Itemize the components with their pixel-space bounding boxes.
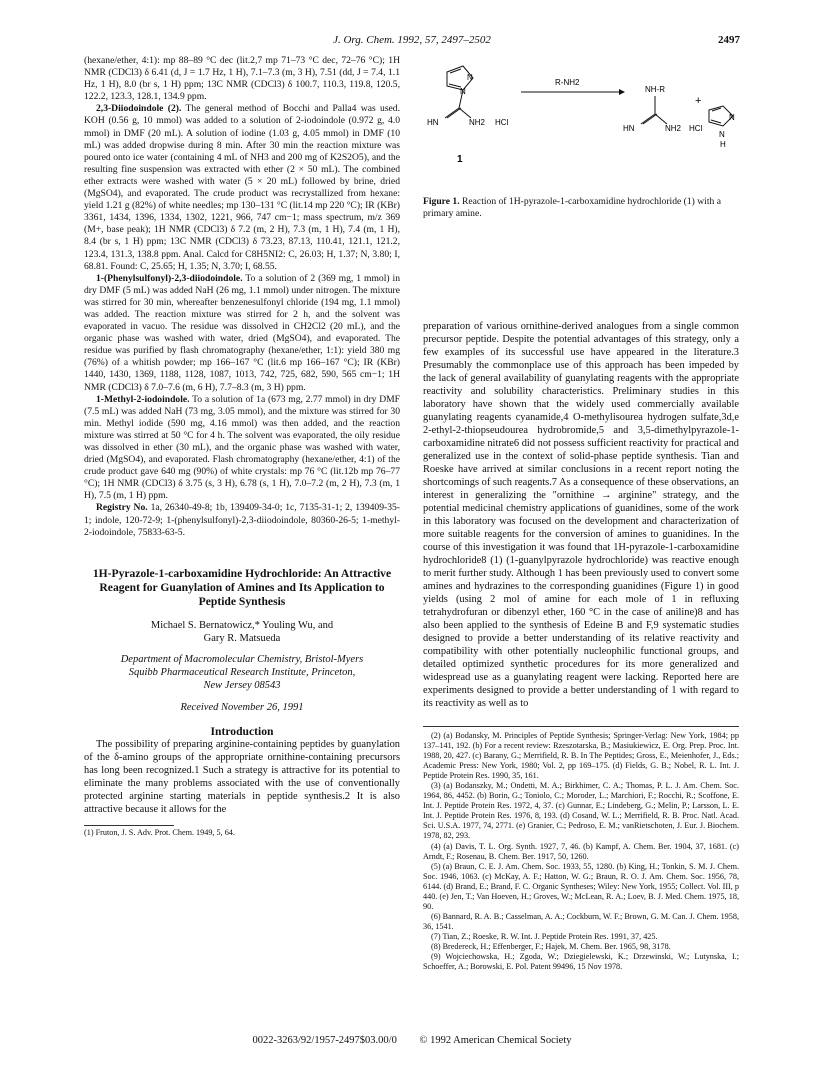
figure-caption (423, 196, 739, 220)
copyright: © 1992 American Chemical Society (419, 1035, 572, 1046)
introduction-heading: Introduction (210, 724, 274, 738)
footnote-2: (2) (a) Bodansky, M. Principles of Peptide Synthesis; Springer-Verlag: New York, 1984; pp 137–141, 192. (b) For a recent review: Rzeszotarska, B.; Masiukiewicz, E. Org. Prep. Proc. Int. 1988, 20, 427. (c) Barany, G.; Merrifield, R. B. In The Peptides; Gross, E., Meienhofer, J., Eds.; Academic Press: New York, 1980; Vol. 2, pp 169–175. (d) Fields, G. B.; Nobel, R. L. Int. J. Peptide Protein Res. 1990, 35, 161. (423, 731, 739, 781)
compound-number: 1 (457, 154, 463, 165)
caption-text: Reaction of 1H-pyrazole-1-carboxamidine hydrochloride (1) with a primary amine. (423, 196, 721, 219)
guanidine-product-structure (641, 96, 667, 124)
paragraph-phenylsulfonyl (84, 273, 400, 394)
figure-1 (423, 58, 739, 308)
paragraph-hexane-ether: (hexane/ether, 4:1): mp 88–89 °C dec (lit.2,7 mp 71–73 °C dec, 72–76 °C); 1H NMR (CDCl3) δ 6.41 (d, J = 1.7 Hz, 1 H), 7.1–7.3 (m, 3 H), 7.51 (dd, J = 7.4, 1.1 Hz, 1 H), 8.0 (br s, 1 H) ppm; 13C NMR (CDCl3) δ 100.7, 110.3, 119.8, 120.5, 122.2, 123.3, 128.1, 134.9 ppm. (84, 55, 400, 103)
footnote-4: (4) (a) Davis, T. L. Org. Synth. 1927, 7, 46. (b) Kampf, A. Chem. Ber. 1904, 37, 1681. (c) Arndt, F.; Rosenau, B. Chem. Ber. 1917, 50, 1260. (423, 841, 739, 861)
paragraph-diiodoindole (84, 103, 400, 272)
ring-nitrogen-label: N (467, 73, 473, 82)
section-run-in-title: 1-Methyl-2-iodoindole. (96, 393, 190, 405)
reaction-scheme (423, 58, 739, 193)
arrow-head (619, 89, 625, 95)
page-footer (84, 1035, 740, 1046)
hn-label: HN (427, 118, 439, 127)
nh-r-label: NH-R (645, 85, 665, 94)
article-code: 0022-3263/92/1957-2497$03.00/0 (252, 1035, 397, 1046)
authors-line: Gary R. Matsueda (203, 632, 281, 644)
left-column (84, 55, 400, 838)
footnote-9: (9) Wojciechowska, H.; Zgoda, W.; Dziegielewski, K.; Drzewinski, W.; Lutynska, I.; Schoeffer, A.; Borowski, E. Pol. Patent 99496, 15 Nov 1978. (423, 952, 739, 972)
hcl-label: HCl (495, 118, 509, 127)
nh2-label: NH2 (469, 118, 486, 127)
authors-line: Michael S. Bernatowicz,* Youling Wu, and (150, 619, 334, 631)
paragraph-text: 1a, 26340-49-8; 1b, 139409-34-0; 1c, 7135-31-1; 2, 139409-35-1; indole, 120-72-9; 1-(phenylsulfonyl)-2,3-diiodoindole, 80360-26-5; 1-methyl-2-iodoindole, 75833-63-5. (84, 502, 400, 538)
right-column (423, 320, 739, 710)
footnote-6: (6) Bannard, R. A. B.; Casselman, A. A.; Cockburn, W. F.; Brown, G. M. Can. J. Chem. 1958, 36, 1541. (423, 911, 739, 931)
paragraph-text: To a solution of 1a (673 mg, 2.77 mmol) in dry DMF (7.5 mL) was added NaH (73 mg, 3.05 mmol), and the mixture was stirred for 30 min. Methyl iodide (590 mg, 4.16 mmol) was then added, and the reaction mixture was stirred at 50 °C for 4 h. The solvent was evaporated, the oily residue was dissolved in ether (30 mL), and the organic phase was washed with water, dried (MgSO4), and evaporated. Flash chromatography (hexane/ether, 4:1) of the crude product gave 640 mg (90%) of white crystals: mp 76 °C (lit.12b mp 76–77 °C); 1H NMR (CDCl3) δ 3.75 (s, 3 H), 6.78 (s, 1 H), 7.0–7.2 (m, 2 H), 7.3 (m, 1 H), 7.5 (m, 1 H) ppm. (84, 393, 400, 502)
footnotes (423, 726, 739, 972)
figure-label: Figure 1. (423, 196, 460, 207)
footnote-7: (7) Tian, Z.; Roeske, R. W. Int. J. Peptide Protein Res. 1991, 37, 425. (431, 931, 658, 941)
article-header (84, 567, 400, 738)
nh2-label: NH2 (665, 124, 682, 133)
ring-hydrogen-label: H (720, 140, 726, 149)
hcl-label: HCl (689, 124, 703, 133)
introduction (84, 738, 400, 816)
footnote-rule (423, 726, 739, 727)
received-date: Received November 26, 1991 (180, 701, 304, 713)
affiliation (84, 653, 400, 692)
affiliation-line: New Jersey 08543 (203, 679, 281, 691)
ring-nitrogen-label: N (719, 130, 725, 139)
hn-label: HN (623, 124, 635, 133)
plus-sign: + (695, 95, 702, 107)
article-title: 1H-Pyrazole-1-carboxamidine Hydrochloride: An Attractive Reagent for Guanylation of Amines and Its Application to Peptide Synthesis (92, 566, 392, 608)
footnote-1: (1) Fruton, J. S. Adv. Prot. Chem. 1949, 5, 64. (84, 827, 235, 837)
section-run-in-title: Registry No. (96, 502, 148, 514)
body-paragraph: preparation of various ornithine-derived analogues from a single common precursor peptide. Despite the potential advantages of this strategy, only a few examples of its successful use have appeared in the literature.3 Presumably the commonplace use of this approach has been impeded by the lack of general availability of guanylating reagents with the appropriate reactivity and solubility characteristics. Preliminary studies in this laboratory have shown that the widely used commercially available guanylating reagents cyanamide,4 O-methylisourea hydrogen sulfate,3d,e 2-ethyl-2-thiopseudourea hydrobromide,5 and 3,5-dimethylpyrazole-1-carboxamidine nitrate6 did not possess sufficient reactivity for practical and generalized use in the context of solid-phase peptide synthesis. Tian and Roeske have arrived at similar conclusions in a recent report noting the shortcomings of such reagents.7 As a consequence of these observations, an interest in generalizing the "ornithine → arginine" strategy, and the potential medicinal chemistry applications of guanidines, some of the work in this laboratory was focused on the development and characterization of more suitable reagents for the conversion of amines to guanidines. In the course of this investigation it was found that 1H-pyrazole-1-carboxamidine hydrochloride8 (1) (1-guanylpyrazole hydrochloride) was reactive enough to merit further study. Although 1 has been previously used to convert some amines and hydrazines to the corresponding guanidines (Figure 1) in good yields (using 2 mol of amine for each mole of 1 in refluxing tetrahydrofuran or dibenzyl ether, 160 °C in the case of aniline)8 and has also been applied to the synthesis of Edeine B and F,9 systematic studies designed to provide a better understanding of its relative reactivity and compatibility with other potentially nucleophilic functional groups, and detailed optimized synthetic procedures for its more generalized and widespread use as a guanylating reagent were lacking. Reported here are experiments designed to provide a better understanding of 1 with regard to its reactivity as well as to (423, 321, 739, 709)
paragraph-text: To a solution of 2 (369 mg, 1 mmol) in dry DMF (5 mL) was added NaH (26 mg, 1.1 mmol) under nitrogen. The mixture was stirred for 30 min, whereafter benzenesulfonyl chloride (194 mg, 1.1 mmol) was added. The reaction mixture was stirred for 2 h, and the solvent was evaporated in vacuo. The residue was dissolved in CH2Cl2 (20 mL), and the organic phase was washed with water, dried (MgSO4), and evaporated. The residue was purified by flash chromatography (hexane/ether, 1:1): yield 380 mg (76%) of a whitish powder; mp 166–167 °C (lit.6 mp 166–167 °C); IR (KBr) 1440, 1430, 1369, 1188, 1128, 1087, 1013, 742, 725, 682, 590, 565 cm−1; 1H NMR (CDCl3) δ 7.0–7.6 (m, 6 H), 7.7–8.3 (m, 3 H) ppm. (84, 272, 400, 393)
footnote-8: (8) Bredereck, H.; Effenberger, F.; Hajek, M. Chem. Ber. 1965, 98, 3178. (431, 941, 671, 951)
paragraph-registry (84, 502, 400, 538)
ring-nitrogen-label: N (729, 113, 735, 122)
footnote-rule (84, 825, 174, 826)
authors (84, 619, 400, 645)
footnote-5: (5) (a) Braun, C. E. J. Am. Chem. Soc. 1933, 55, 1280. (b) King, H.; Tonkin, S. M. J. Chem. Soc. 1946, 1063. (c) McKay, A. F.; Hatton, W. G.; Braun, R. O. J. Am. Chem. Soc. 1956, 78, 6144. (d) Brand, E.; Brand, F. C. Organic Syntheses; Wiley: New York, 1955; Collect. Vol. III, p 440. (e) Jen, T.; Van Hoeven, H.; Groves, W.; McLean, R. A.; Loev, B. J. Med. Chem. 1975, 18, 90. (423, 861, 739, 911)
journal-citation: J. Org. Chem. 1992, 57, 2497–2502 (333, 34, 491, 46)
paragraph-text: The general method of Bocchi and Palla4 was used. KOH (0.56 g, 10 mmol) was added to a solution of 2-iodoindole (0.972 g, 4.0 mmol) in DMF (20 mL). A solution of iodine (1.03 g, 4.05 mmol) in DMF (10 mL) was added dropwise during 8 min. After 30 min the reaction mixture was poured onto ice water (containing 4 mL of NH3 and 200 mg of K2S2O5), and the resulting fine suspension was extracted with ether (2 × 50 mL). The combined ether extracts were washed with water (5 × 20 mL) followed by brine, dried (MgSO4), and evaporated. The crude product was recrystallized from hexane: yield 1.21 g (82%) of white needles; mp 130–131 °C (lit.14 mp 220 °C); IR (KBr) 3361, 1434, 1396, 1334, 1302, 1221, 966, 747 cm−1; mass spectrum, m/z 369 (M+, base peak); 1H NMR (CDCl3) δ 7.2 (m, 2 H), 7.3 (m, 1 H), 7.4 (m, 1 H), 8.4 (br s, 1 H) ppm; 13C NMR (CDCl3) δ 73.23, 87.13, 110.41, 121.1, 121.2, 123.4, 131.3, 138.8 ppm. Anal. Calcd for C8H5NI2: C, 26.03; H, 1.37; N, 3.80; I, 68.81. Found: C, 25.65; H, 1.35; N, 3.70; I, 68.55. (84, 103, 401, 272)
introduction-paragraph: The possibility of preparing arginine-containing peptides by guanylation of the δ-amino groups of the appropriate ornithine-containing precursors has long been recognized.1 Such a strategy is attractive for its potential to eliminate the many problems associated with the use of conventionally protected arginine starting materials in peptide synthesis.2 It is also attractive because it allows for the (84, 738, 400, 815)
footnote-3: (3) (a) Bodanszky, M.; Ondetti, M. A.; Birkhimer, C. A.; Thomas, P. L. J. Am. Chem. Soc. 1964, 86, 4452. (b) Borin, G.; Toniolo, C.; Moroder, L.; Marchiori, F.; Rocchi, R.; Scoffone, E. Int. J. Peptide Protein Res. 1972, 4, 37. (c) Gunnar, E.; Lindeberg, G.; Melin, P.; Larsson, L. E. Int. J. Peptide Protein Res. 1976, 8, 193. (d) Cosand, W. L.; Merrifield, R. B. Proc. Natl. Acad. Sci. U.S.A. 1977, 74, 2771. (e) Granier, C.; Pedroso, E. M.; vanRietschoten, J. Eur. J. Biochem. 1978, 82, 293. (423, 781, 739, 841)
page-number: 2497 (718, 34, 740, 46)
ring-nitrogen-label: N (460, 87, 466, 96)
section-run-in-title: 1-(Phenylsulfonyl)-2,3-diiodoindole. (96, 272, 243, 284)
reagent-label: R-NH2 (555, 78, 580, 87)
affiliation-line: Squibb Pharmaceutical Research Institute, Princeton, (128, 666, 356, 678)
paragraph-methyl-iodoindole (84, 394, 400, 503)
running-header (84, 34, 740, 48)
affiliation-line: Department of Macromolecular Chemistry, Bristol-Myers (120, 653, 364, 665)
section-run-in-title: 2,3-Diiodoindole (2). (96, 103, 182, 115)
